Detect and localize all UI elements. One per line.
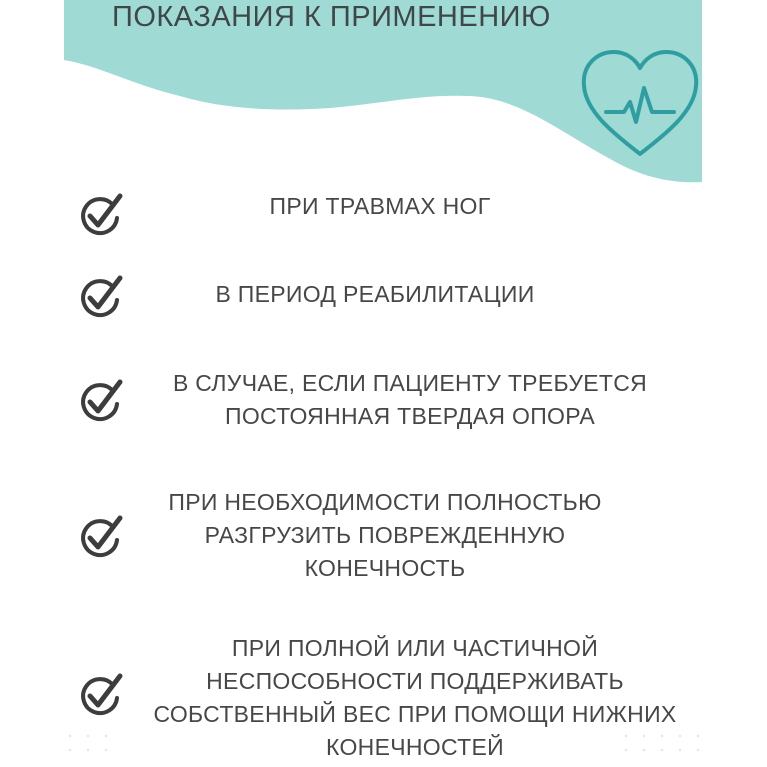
page-title: ПОКАЗАНИЯ К ПРИМЕНЕНИЮ	[112, 1, 551, 33]
checkmark-circle-icon	[78, 274, 124, 320]
heart-pulse-icon	[580, 48, 700, 160]
item-text	[175, 278, 575, 311]
decorative-dots	[66, 730, 706, 760]
item-line: ПРИ НЕОБХОДИМОСТИ ПОЛНОСТЬЮ	[168, 489, 602, 515]
item-text	[145, 486, 625, 585]
item-line: В СЛУЧАЕ, ЕСЛИ ПАЦИЕНТУ ТРЕБУЕТСЯ	[172, 370, 648, 396]
item-line: ПРИ ТРАВМАХ НОГ	[269, 193, 491, 219]
item-line: СОБСТВЕННЫЙ ВЕС ПРИ ПОМОЩИ НИЖНИХ	[153, 701, 677, 727]
item-line: В ПЕРИОД РЕАБИЛИТАЦИИ	[215, 281, 535, 307]
item-text	[180, 190, 580, 223]
item-line: ПРИ ПОЛНОЙ ИЛИ ЧАСТИЧНОЙ	[231, 635, 599, 661]
item-text	[160, 367, 660, 433]
item-line: КОНЕЧНОСТЕЙ	[326, 734, 504, 760]
checkmark-circle-icon	[78, 378, 124, 424]
checkmark-circle-icon	[78, 514, 124, 560]
checkmark-circle-icon	[78, 672, 124, 718]
item-line: ПОСТОЯННАЯ ТВЕРДАЯ ОПОРА	[225, 403, 595, 429]
item-line: РАЗГРУЗИТЬ ПОВРЕЖДЕННУЮ	[204, 522, 566, 548]
item-line: КОНЕЧНОСТЬ	[304, 555, 466, 581]
checkmark-circle-icon	[78, 192, 124, 238]
item-line: НЕСПОСОБНОСТИ ПОДДЕРЖИВАТЬ	[206, 668, 624, 694]
